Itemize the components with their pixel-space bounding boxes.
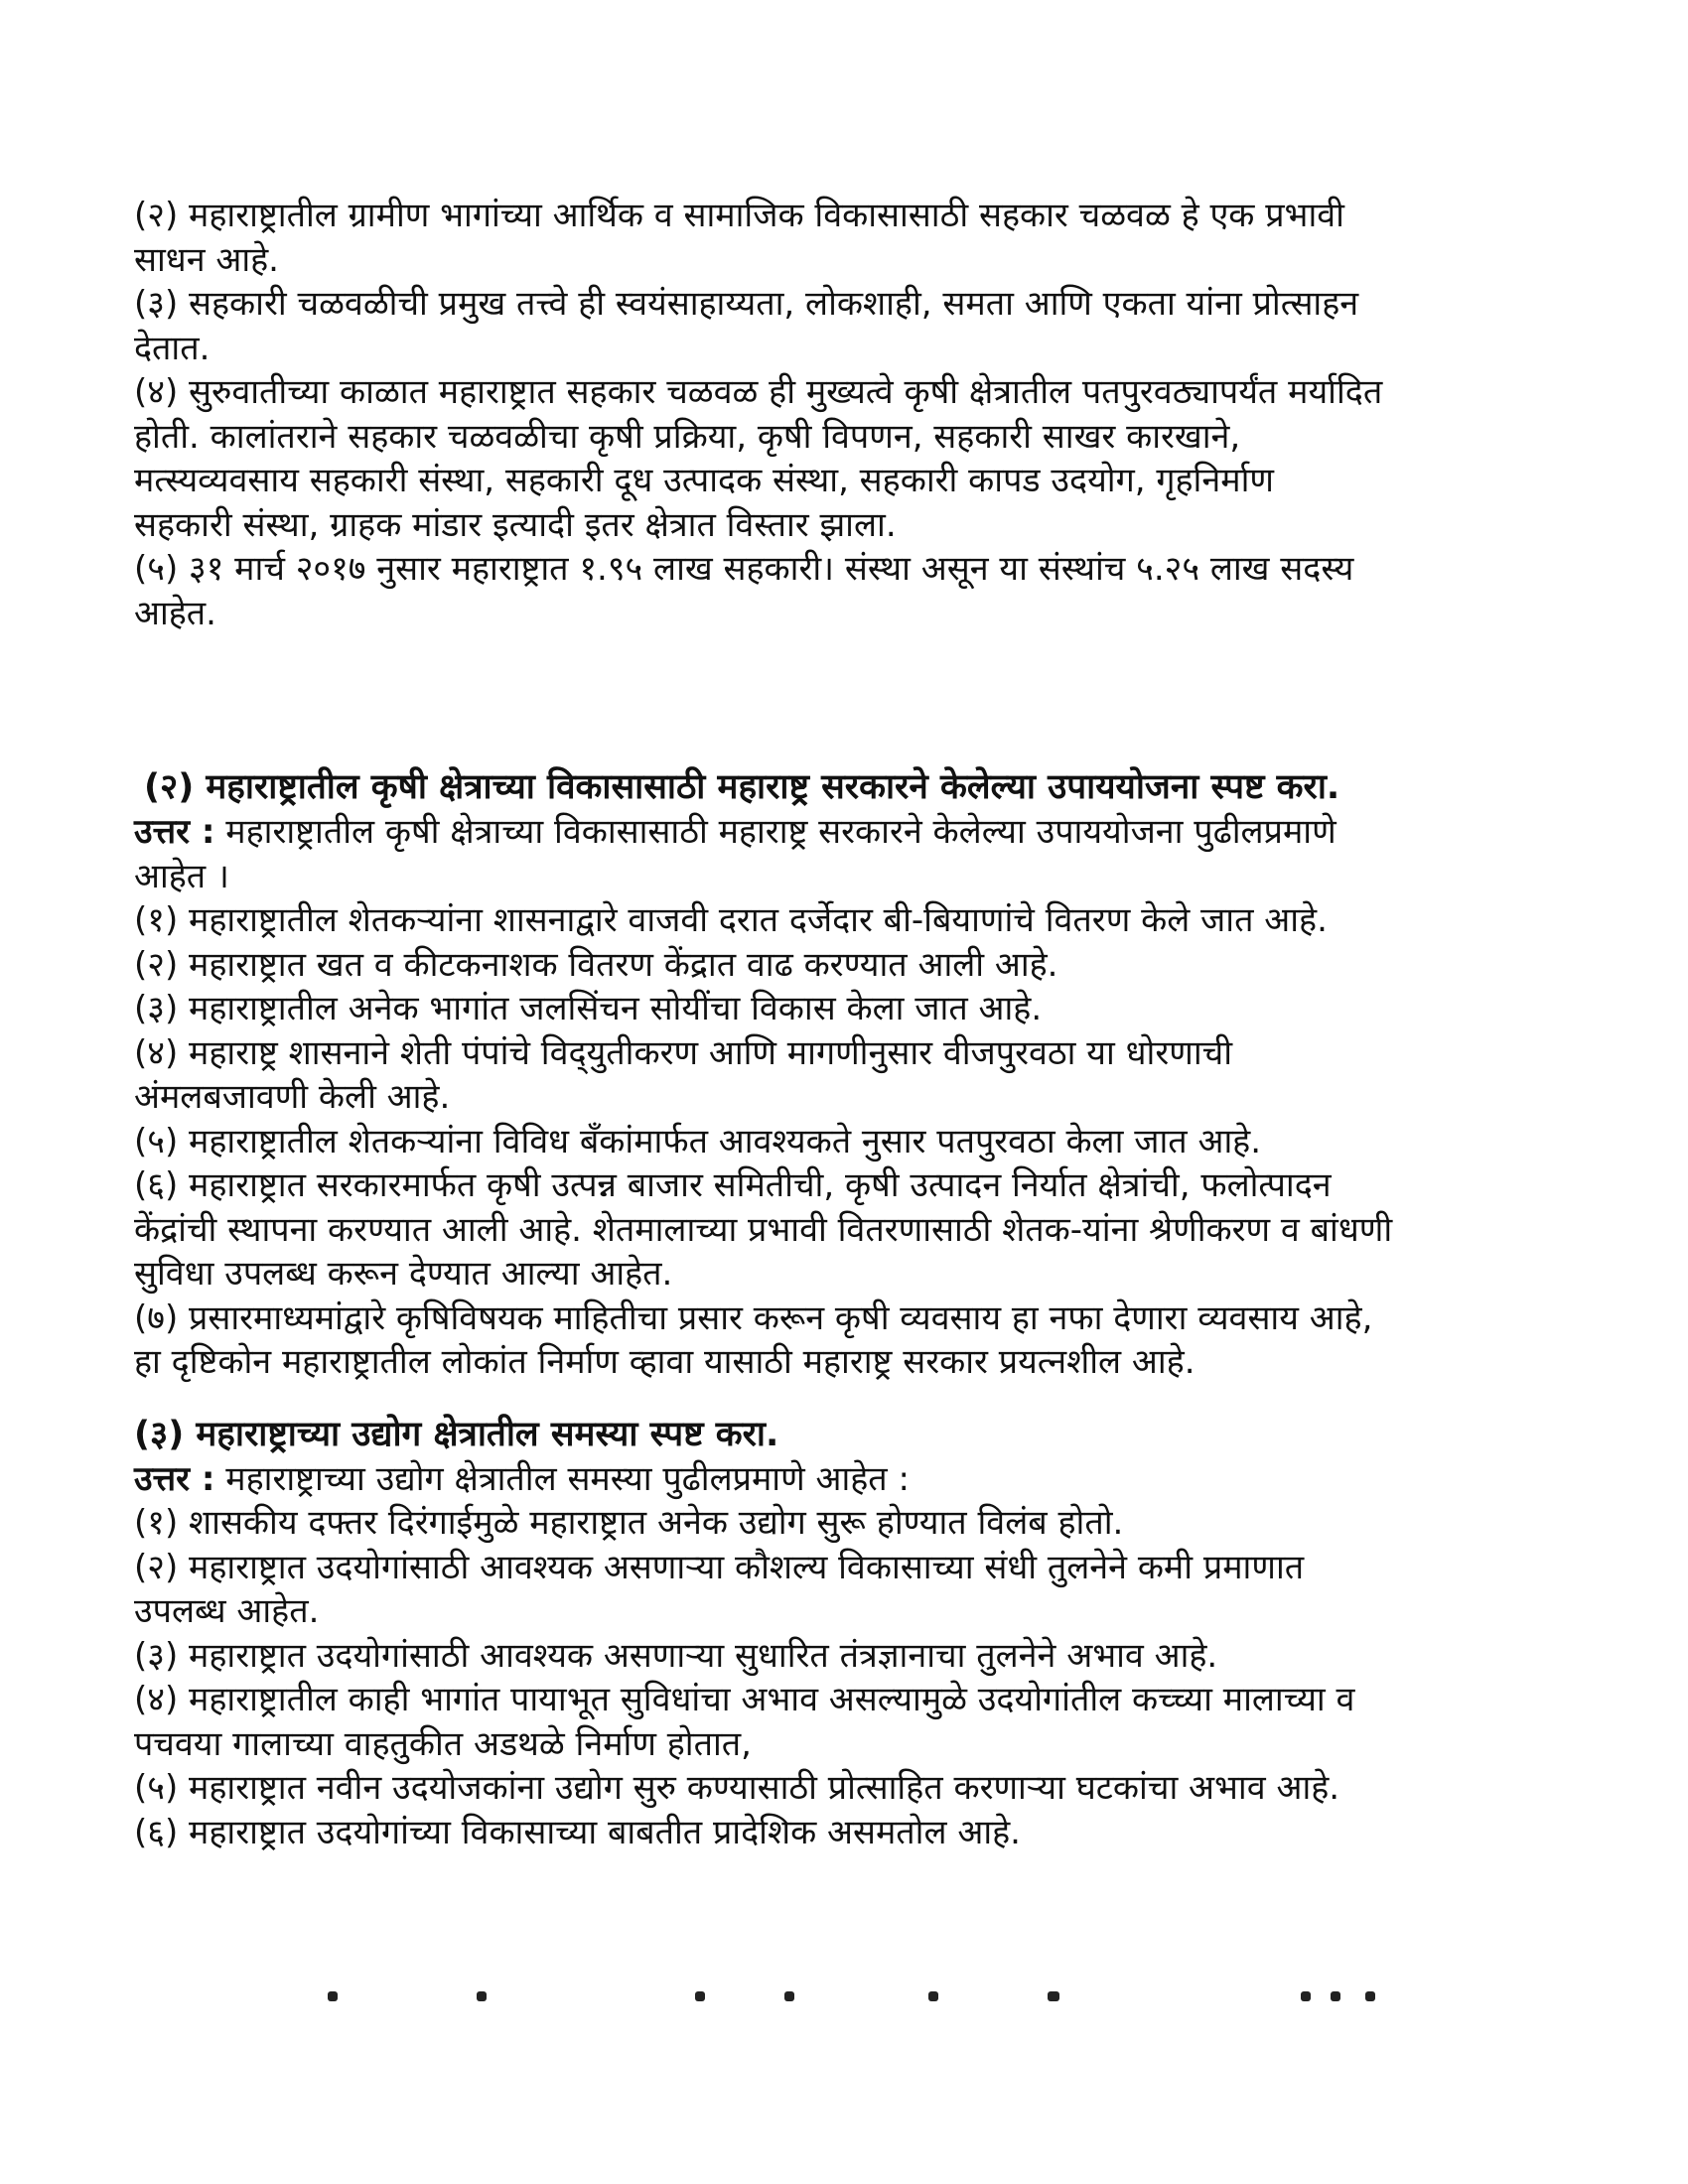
section-cooperative-movement (134, 194, 1554, 635)
answer-label: उत्तर : (134, 1458, 215, 1499)
text-line: (२) महाराष्ट्रातील ग्रामीण भागांच्या आर्थिक व सामाजिक विकासासाठी सहकार चळवळ हे एक प्रभावी (134, 196, 1344, 235)
question-heading: (३) महाराष्ट्राच्या उद्योग क्षेत्रातील समस्या स्पष्ट करा. (134, 1414, 779, 1454)
text-line: (४) महाराष्ट्र शासनाने शेती पंपांचे विद्‌युतीकरण आणि मागणीनुसार वीजपुरवठा या धोरणाची (134, 1032, 1233, 1073)
text-line: (४) महाराष्ट्रातील काही भागांत पायाभूत सुविधांचा अभाव असल्यामुळे उदयोगांतील कच्च्या मालाच्या व (134, 1680, 1355, 1719)
text-line: केंद्रांची स्थापना करण्यात आली आहे. शेतमालाच्या प्रभावी वितरणासाठी शेतक-यांना श्रेणीकरण व बांधणी (134, 1209, 1393, 1250)
text-line: साधन आहे. (134, 239, 279, 280)
answer-intro: महाराष्ट्रातील कृषी क्षेत्राच्या विकासासाठी महाराष्ट्र सरकारने केलेल्या उपाययोजना पुढीलप्रमाणे (214, 812, 1336, 852)
text-line: (६) महाराष्ट्रात उदयोगांच्या विकासाच्या बाबतीत प्रादेशिक असमतोल आहे. (134, 1812, 1021, 1852)
text-line: (६) महाराष्ट्रात सरकारमार्फत कृषी उत्पन्न बाजार समितीची, कृषी उत्पादन निर्यात क्षेत्रांची, फलोत्पादन (134, 1165, 1332, 1205)
cropped-heading-fragment (328, 1989, 1420, 2001)
text-line: पचवया गालाच्या वाहतुकीत अडथळे निर्माण होतात, (134, 1723, 752, 1764)
answer-intro-line (134, 810, 1554, 855)
text-line: आहेत. (134, 593, 216, 633)
question-heading: (२) महाराष्ट्रातील कृषी क्षेत्राच्या विकासासाठी महाराष्ट्र सरकारने केलेल्या उपाययोजना स्पष्ट करा. (144, 767, 1340, 807)
text-line: (१) शासकीय दफ्तर दिरंगाईमुळे महाराष्ट्रात अनेक उद्योग सुरू होण्यात विलंब होतो. (134, 1503, 1124, 1543)
document-page (134, 194, 1554, 1854)
text-line: उपलब्ध आहेत. (134, 1591, 320, 1631)
text-line: सुविधा उपलब्ध करून देण्यात आल्या आहेत. (134, 1254, 673, 1294)
text-line: (५) ३१ मार्च २०१७ नुसार महाराष्ट्रात १.९५ लाख सहकारी। संस्था असून या संस्थांच ५.२५ लाख सदस्य (134, 549, 1354, 589)
text-line: (३) महाराष्ट्रात उदयोगांसाठी आवश्यक असणाऱ्या सुधारित तंत्रज्ञानाचा तुलनेने अभाव आहे. (134, 1635, 1218, 1676)
text-line: (५) महाराष्ट्रातील शेतकऱ्यांना विविध बँकांमार्फत आवश्यकते नुसार पतपुरवठा केला जात आहे. (134, 1121, 1262, 1161)
section-agriculture-measures (134, 764, 1554, 1385)
text-line: आहेत । (134, 856, 229, 896)
text-line: हा दृष्टिकोन महाराष्ट्रातील लोकांत निर्माण व्हावा यासाठी महाराष्ट्र सरकार प्रयत्नशील आहे. (134, 1342, 1196, 1382)
section-industry-problems (134, 1412, 1554, 1855)
text-line: (५) महाराष्ट्रात नवीन उदयोजकांना उद्योग सुरु कण्यासाठी प्रोत्साहित करणाऱ्या घटकांचा अभाव आहे. (134, 1768, 1340, 1808)
text-line: देतात. (134, 328, 211, 368)
answer-label: उत्तर : (134, 812, 215, 852)
text-line: (७) प्रसारमाध्यमांद्वारे कृषिविषयक माहितीचा प्रसार करून कृषी व्यवसाय हा नफा देणारा व्यवसाय आहे, (134, 1297, 1373, 1338)
text-line: होती. कालांतराने सहकार चळवळीचा कृषी प्रक्रिया, कृषी विपणन, सहकारी साखर कारखाने, (134, 416, 1241, 457)
text-line: (३) सहकारी चळवळीची प्रमुख तत्त्वे ही स्वयंसाहाय्यता, लोकशाही, समता आणि एकता यांना प्रोत्साहन (134, 284, 1359, 324)
answer-intro: महाराष्ट्राच्या उद्योग क्षेत्रातील समस्या पुढीलप्रमाणे आहेत : (214, 1458, 910, 1499)
text-line: (१) महाराष्ट्रातील शेतकऱ्यांना शासनाद्वारे वाजवी दरात दर्जेदार बी-बियाणांचे वितरण केले जात आहे. (134, 900, 1328, 940)
text-line: अंमलबजावणी केली आहे. (134, 1077, 451, 1117)
text-line: मत्स्यव्यवसाय सहकारी संस्था, सहकारी दूध उत्पादक संस्था, सहकारी कापड उदयोग, गृहनिर्माण (134, 461, 1274, 500)
text-line: (४) सुरुवातीच्या काळात महाराष्ट्रात सहकार चळवळ ही मुख्यत्वे कृषी क्षेत्रातील पतपुरवठ्यापर्यंत मर्यादित (134, 372, 1383, 412)
answer-intro-line (134, 1457, 1554, 1502)
text-line: (२) महाराष्ट्रात खत व कीटकनाशक वितरण केंद्रात वाढ करण्यात आली आहे. (134, 944, 1058, 985)
text-line: (३) महाराष्ट्रातील अनेक भागांत जलसिंचन सोयींचा विकास केला जात आहे. (134, 989, 1043, 1028)
text-line: सहकारी संस्था, ग्राहक मांडार इत्यादी इतर क्षेत्रात विस्तार झाला. (134, 504, 897, 545)
text-line: (२) महाराष्ट्रात उदयोगांसाठी आवश्यक असणाऱ्या कौशल्य विकासाच्या संधी तुलनेने कमी प्रमाणात (134, 1547, 1305, 1587)
